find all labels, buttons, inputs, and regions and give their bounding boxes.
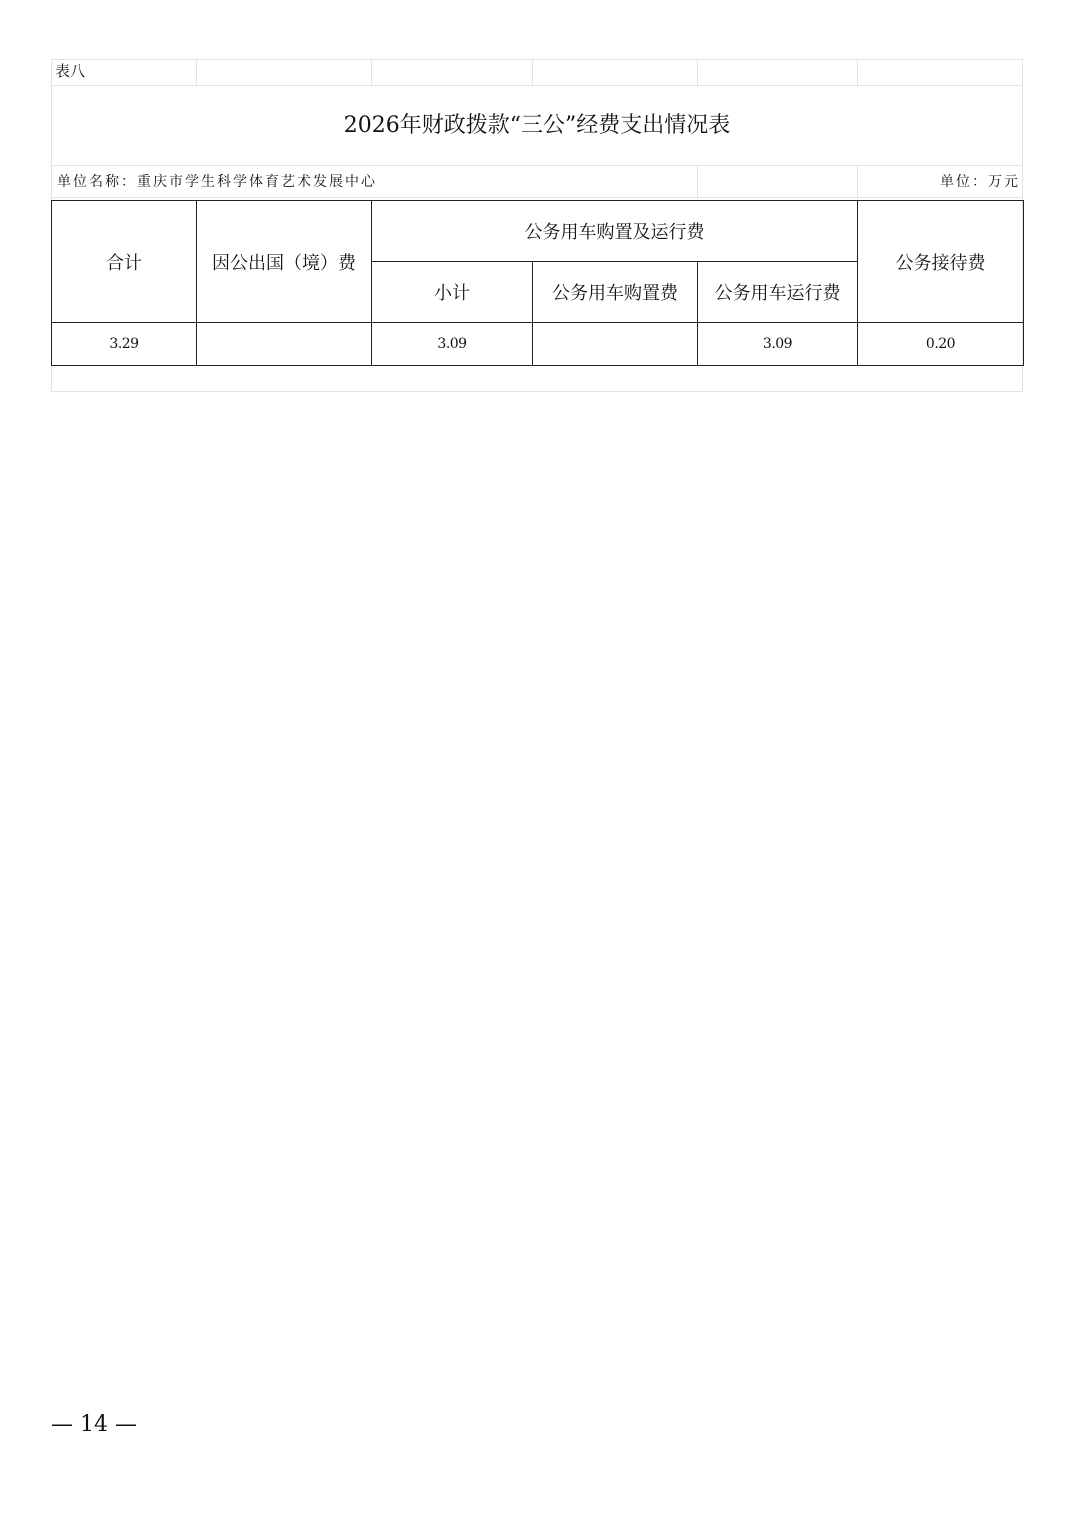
value-vehicle-purchase: [533, 323, 698, 366]
table-label: 表八: [55, 62, 86, 80]
page-title: 2026年财政拨款“三公”经费支出情况表: [343, 113, 731, 138]
header-vehicle-purchase: 公务用车购置费: [533, 262, 698, 323]
header-vehicle-operation: 公务用车运行费: [698, 262, 858, 323]
header-reception: 公务接待费: [858, 201, 1024, 323]
value-abroad: [197, 323, 372, 366]
unit-name: 单位名称：重庆市学生科学体育艺术发展中心: [57, 174, 377, 190]
value-vehicle-operation: 3.09: [698, 323, 858, 366]
header-row-top: [52, 201, 1024, 262]
header-vehicle-group: 公务用车购置及运行费: [372, 201, 858, 262]
page-number: — 14 —: [51, 1412, 137, 1437]
value-subtotal: 3.09: [372, 323, 533, 366]
value-reception: 0.20: [858, 323, 1024, 366]
value-total: 3.29: [52, 323, 197, 366]
header-total: 合计: [52, 201, 197, 323]
header-abroad: 因公出国（境）费: [197, 201, 372, 323]
unit-label: 单位：万元: [940, 174, 1020, 190]
table-row: [52, 323, 1024, 366]
header-subtotal: 小计: [372, 262, 533, 323]
expense-table: [51, 200, 1024, 366]
